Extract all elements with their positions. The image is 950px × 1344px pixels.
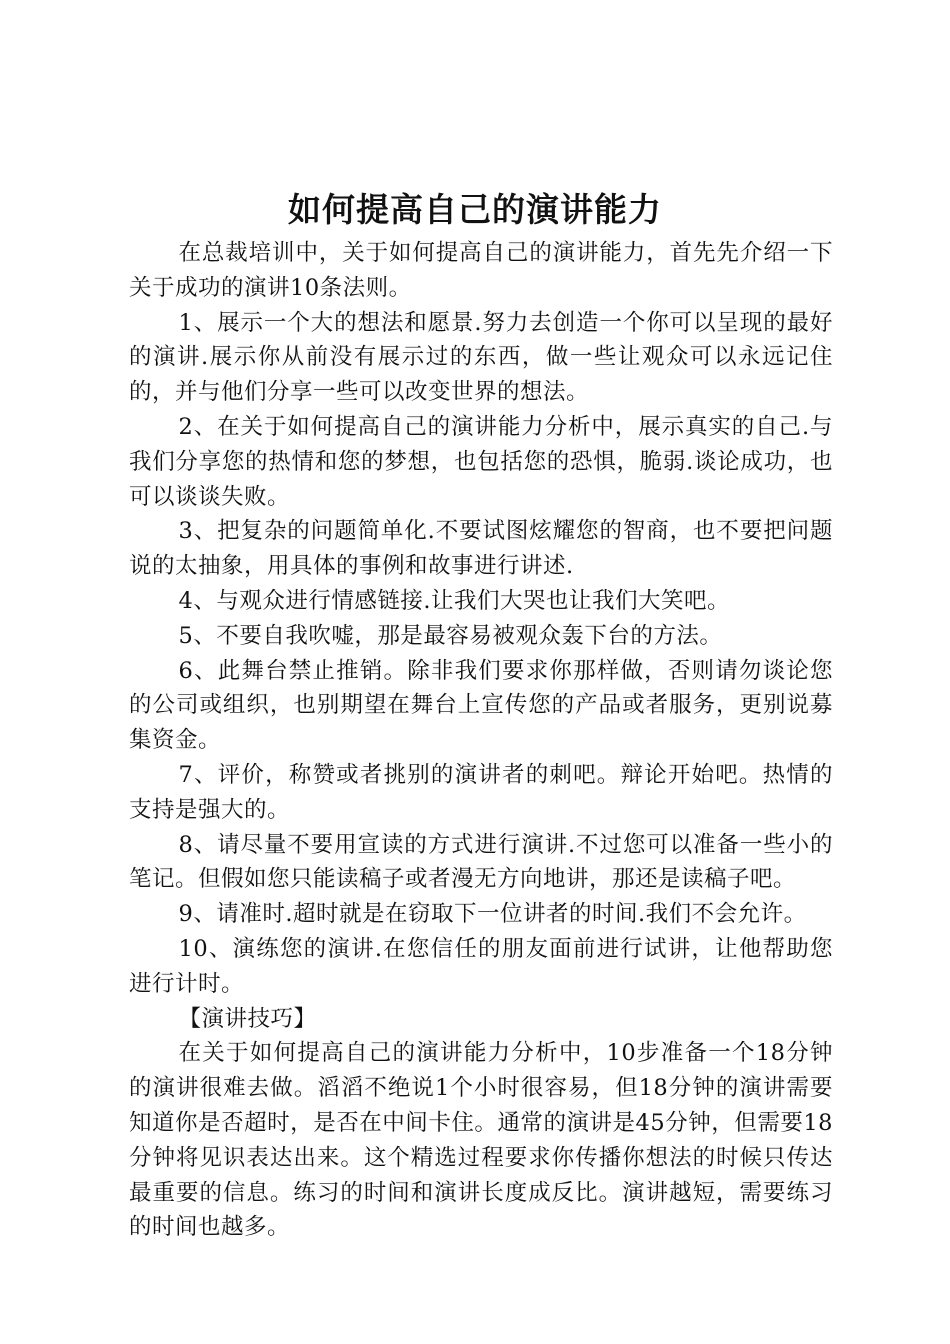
- intro-paragraph: 在总裁培训中，关于如何提高自己的演讲能力，首先先介绍一下关于成功的演讲10条法则。: [129, 240, 833, 301]
- rule-paragraph-10: 10、演练您的演讲.在您信任的朋友面前进行试讲，让他帮助您进行计时。: [129, 935, 833, 997]
- rule-paragraph-3: 3、把复杂的问题简单化.不要试图炫耀您的智商，也不要把问题说的太抽象，用具体的事例和故事进行讲述.: [129, 518, 833, 580]
- rule-paragraph-1: 1、展示一个大的想法和愿景.努力去创造一个你可以呈现的最好的演讲.展示你从前没有展示过的东西，做一些让观众可以永远记住的，并与他们分享一些可以改变世界的想法。: [129, 309, 833, 406]
- document-title: 如何提高自己的演讲能力: [288, 190, 662, 229]
- section-heading-tips: 【演讲技巧】: [178, 1005, 317, 1032]
- document-body: [129, 236, 833, 1245]
- rule-paragraph-2: 2、在关于如何提高自己的演讲能力分析中，展示真实的自己.与我们分享您的热情和您的梦想，也包括您的恐惧，脆弱.谈论成功，也可以谈谈失败。: [129, 413, 833, 510]
- rule-paragraph-7: 7、评价，称赞或者挑别的演讲者的刺吧。辩论开始吧。热情的支持是强大的。: [129, 761, 833, 823]
- tips-paragraph: 在关于如何提高自己的演讲能力分析中，10步准备一个18分钟的演讲很难去做。滔滔不绝说1个小时很容易，但18分钟的演讲需要知道你是否超时，是否在中间卡住。通常的演讲是45分钟，但需要18分钟将见识表达出来。这个精选过程要求你传播你想法的时候只传达最重要的信息。练习的时间和演讲长度成反比。演讲越短，需要练习的时间也越多。: [129, 1040, 833, 1241]
- rule-paragraph-5: 5、不要自我吹嘘，那是最容易被观众轰下台的方法。: [178, 622, 723, 649]
- rule-paragraph-6: 6、此舞台禁止推销。除非我们要求你那样做，否则请勿谈论您的公司或组织，也别期望在舞台上宣传您的产品或者服务，更别说募集资金。: [129, 657, 833, 754]
- rule-paragraph-9: 9、请准时.超时就是在窃取下一位讲者的时间.我们不会允许。: [178, 901, 807, 928]
- rule-paragraph-8: 8、请尽量不要用宣读的方式进行演讲.不过您可以准备一些小的笔记。但假如您只能读稿子或者漫无方向地讲，那还是读稿子吧。: [129, 831, 833, 893]
- rule-paragraph-4: 4、与观众进行情感链接.让我们大哭也让我们大笑吧。: [178, 587, 730, 614]
